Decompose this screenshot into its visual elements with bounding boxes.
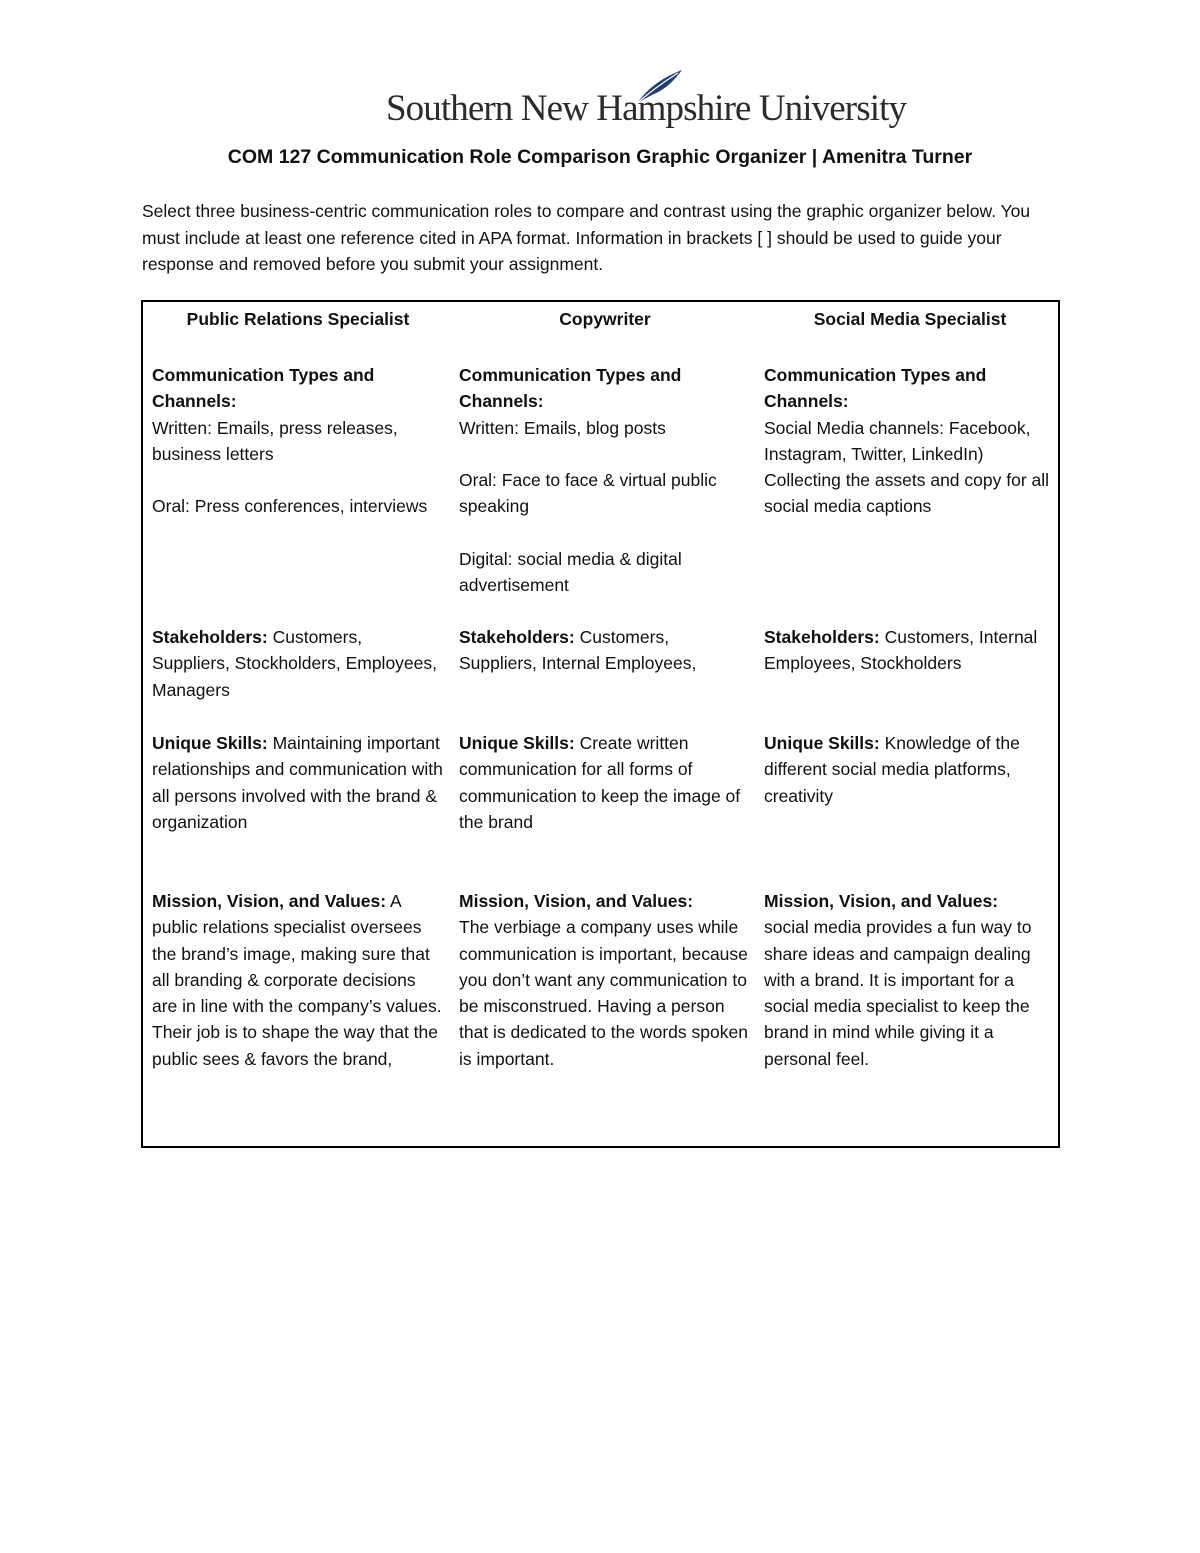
unique-skills-label: Unique Skills:: [764, 733, 880, 753]
stakeholders-section: [764, 624, 1056, 677]
unique-skills-label: Unique Skills:: [459, 733, 575, 753]
communication-item: Oral: Face to face & virtual public speaking: [459, 470, 717, 517]
communication-section: [764, 362, 1056, 520]
unique-skills-label: Unique Skills:: [152, 733, 268, 753]
stakeholders-section: [459, 624, 751, 677]
communication-item: Written: Emails, blog posts: [459, 417, 666, 438]
mission-label: Mission, Vision, and Values:: [459, 891, 694, 911]
stakeholders-section: [152, 624, 444, 703]
communication-section: [152, 362, 444, 520]
communication-item: Social Media channels: Facebook, Instagram, Twitter, LinkedIn) Collecting the assets and copy for all social media captions: [764, 417, 1050, 517]
mission-value: social media provides a fun way to share ideas and campaign dealing with a brand. It is important for a social media specialist to keep the brand in mind while giving it a personal feel.: [764, 917, 1032, 1069]
mission-section: [459, 888, 751, 1072]
mission-label: Mission, Vision, and Values:: [152, 891, 387, 911]
stakeholders-value: Customers, Internal Employees, Stockholders: [764, 627, 1038, 674]
unique-skills-section: [764, 730, 1056, 809]
mission-value: The verbiage a company uses while communication is important, because you don’t want any communication to be misconstrued. Having a person that is dedicated to the words spoken is important.: [459, 917, 748, 1069]
communication-item: Digital: social media & digital advertisement: [459, 549, 682, 596]
mission-value: A public relations specialist oversees the brand’s image, making sure that all branding & corporate decisions are in line with the company’s values. Their job is to shape the way that the public sees & favors the brand,: [152, 891, 442, 1069]
stakeholders-value: Customers, Suppliers, Stockholders, Employees, Managers: [152, 627, 437, 700]
communication-label: Communication Types and Channels:: [764, 365, 987, 412]
unique-skills-section: [152, 730, 444, 835]
communication-item: Written: Emails, press releases, business letters: [152, 417, 398, 464]
stakeholders-label: Stakeholders:: [459, 627, 575, 647]
unique-skills-value: Knowledge of the different social media platforms, creativity: [764, 733, 1020, 806]
communication-label: Communication Types and Channels:: [152, 365, 375, 412]
stakeholders-value: Customers, Suppliers, Internal Employees,: [459, 627, 697, 674]
communication-section: [459, 362, 751, 599]
communication-item: Oral: Press conferences, interviews: [152, 496, 428, 517]
unique-skills-section: [459, 730, 751, 835]
role-column-copywriter: [459, 306, 751, 1069]
stakeholders-label: Stakeholders:: [764, 627, 880, 647]
role-column-social-media: [764, 306, 1056, 1069]
role-column-public-relations: [152, 306, 444, 1069]
instructions-paragraph: Select three business-centric communication roles to compare and contrast using the graphic organizer below. You must include at least one reference cited in APA format. Information in brackets [ ] should be used to guide your response and removed before you submit your assignment.: [142, 201, 1031, 274]
mission-section: [764, 888, 1056, 1072]
graphic-organizer-table: [141, 300, 1060, 1148]
university-name: Southern New Hampshire University: [386, 88, 907, 129]
university-logo: [386, 68, 907, 134]
role-heading: Copywriter: [559, 309, 651, 329]
role-heading: Public Relations Specialist: [186, 309, 410, 329]
mission-label: Mission, Vision, and Values:: [764, 891, 999, 911]
role-heading: Social Media Specialist: [813, 309, 1007, 329]
mission-section: [152, 888, 444, 1072]
document-title: COM 127 Communication Role Comparison Graphic Organizer | Amenitra Turner: [227, 146, 973, 168]
stakeholders-label: Stakeholders:: [152, 627, 268, 647]
communication-label: Communication Types and Channels:: [459, 365, 682, 412]
unique-skills-value: Maintaining important relationships and communication with all persons involved with the brand & organization: [152, 733, 443, 832]
unique-skills-value: Create written communication for all forms of communication to keep the image of the brand: [459, 733, 741, 832]
